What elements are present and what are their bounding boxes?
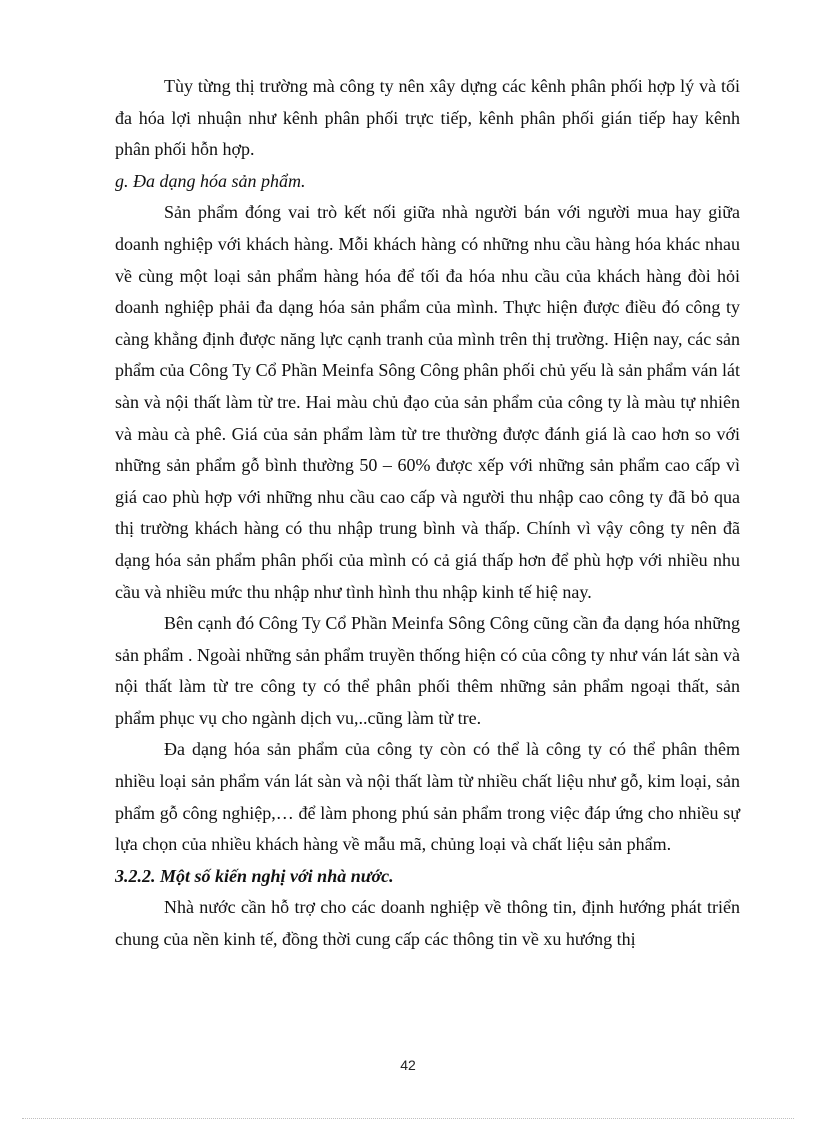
page-body — [115, 71, 740, 956]
page-bottom-divider — [22, 1118, 794, 1119]
paragraph-distribution-channels: Tùy từng thị trường mà công ty nên xây dựng các kênh phân phối hợp lý và tối đa hóa lợi nhuận như kênh phân phối trực tiếp, kênh phân phối gián tiếp hay kênh phân phối hỗn hợp. — [115, 76, 740, 160]
paragraph-state-support: Nhà nước cần hỗ trợ cho các doanh nghiệp về thông tin, định hướng phát triển chung của nền kinh tế, đồng thời cung cấp các thông tin về xu hướng thị — [115, 897, 740, 950]
section-heading-product-diversification: g. Đa dạng hóa sản phẩm. — [115, 170, 306, 191]
paragraph-materials: Đa dạng hóa sản phẩm của công ty còn có thể là công ty có thể phân thêm nhiều loại sản phẩm ván lát sàn và nội thất làm từ nhiều chất liệu như gỗ, kim loại, sản phẩm gỗ công nghiệp,… để làm phong phú sản phẩm trong việc đáp ứng cho nhiều sự lựa chọn của nhiều khách hàng về mẫu mã, chủng loại và chất liệu sản phẩm. — [115, 739, 740, 855]
section-heading-recommendations: 3.2.2. Một số kiến nghị với nhà nước. — [115, 865, 394, 886]
paragraph-diversify-products: Bên cạnh đó Công Ty Cổ Phần Meinfa Sông Công cũng cần đa dạng hóa những sản phẩm . Ngoài những sản phẩm truyền thống hiện có của công ty như ván lát sàn và nội thất làm từ tre công ty có thể phân phối thêm những sản phẩm ngoại thất, sản phẩm phục vụ cho ngành dịch vu,..cũng làm từ tre. — [115, 613, 740, 728]
paragraph-product-role: Sản phẩm đóng vai trò kết nối giữa nhà người bán với người mua hay giữa doanh nghiệp với khách hàng. Mỗi khách hàng có những nhu cầu hàng hóa khác nhau về cùng một loại sản phẩm hàng hóa để tối đa hóa nhu cầu của khách hàng đòi hỏi doanh nghiệp phải đa dạng hóa sản phẩm của mình. Thực hiện được điều đó công ty càng khẳng định được năng lực cạnh tranh của mình trên thị trường. Hiện nay, các sản phẩm của Công Ty Cổ Phần Meinfa Sông Công phân phối chủ yếu là sản phẩm ván lát sàn và nội thất làm từ tre. Hai màu chủ đạo của sản phẩm của công ty là màu tự nhiên và màu cà phê. Giá của sản phẩm làm từ tre thường được đánh giá là cao hơn so với những sản phẩm gỗ bình thường 50 – 60% được xếp với những sản phẩm cao cấp vì giá cao phù hợp với những nhu cầu cao cấp và người thu nhập cao công ty đã bỏ qua thị trường khách hàng có thu nhập trung bình và thấp. Chính vì vậy công ty nên đã dạng hóa sản phẩm phân phối của mình có cả giá thấp hơn để phù hợp với nhiều nhu cầu và nhiều mức thu nhập như tình hình thu nhập kinh tế hiệ nay. — [115, 202, 740, 602]
page-number: 42 — [400, 1057, 416, 1073]
